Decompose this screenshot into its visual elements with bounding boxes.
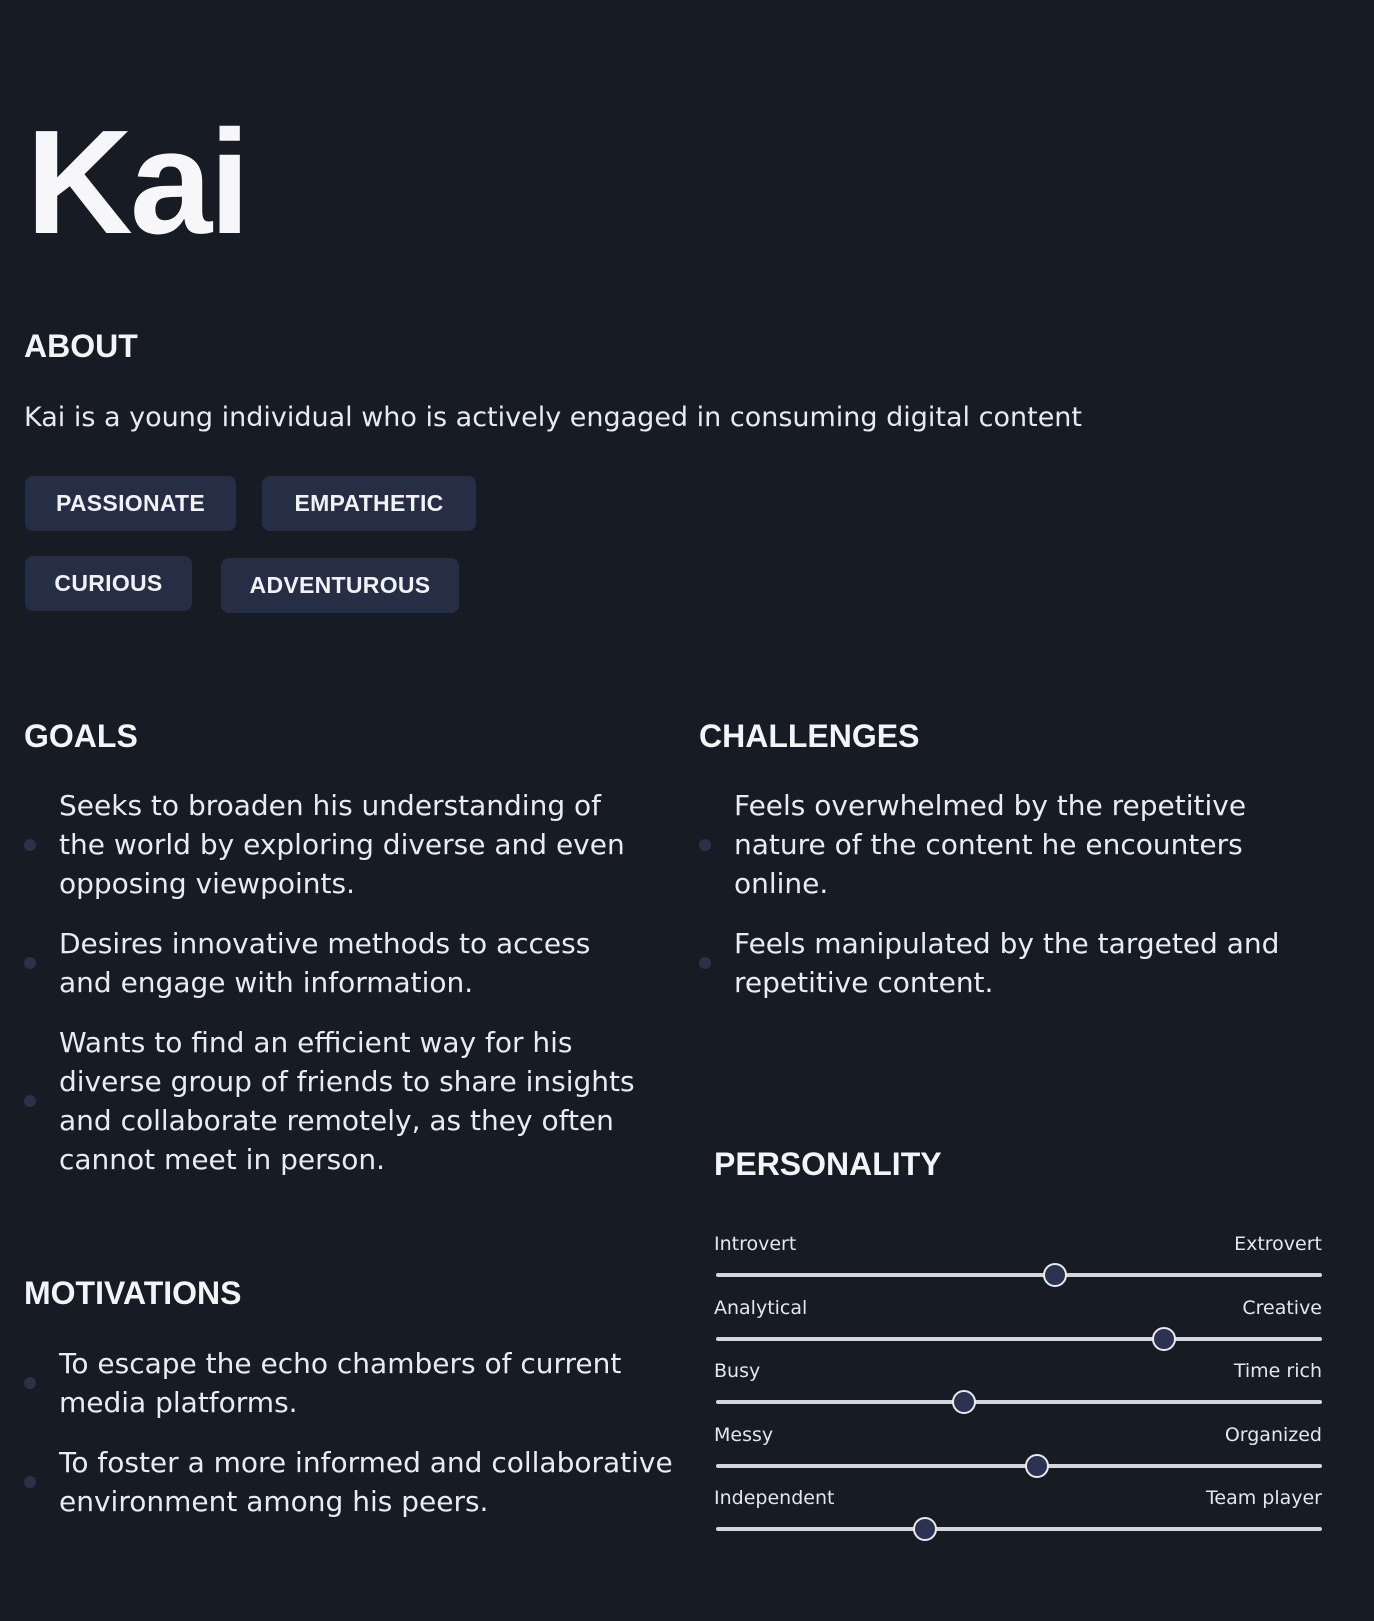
challenge-item bbox=[699, 924, 1339, 1002]
motivations-heading: MOTIVATIONS bbox=[24, 1275, 242, 1311]
slider-knob[interactable] bbox=[1025, 1454, 1049, 1478]
personality-slider-analytical-creative bbox=[714, 1295, 1322, 1353]
about-heading: ABOUT bbox=[24, 328, 138, 364]
personality-slider-messy-organized bbox=[714, 1422, 1322, 1480]
trait-tag-passionate: PASSIONATE bbox=[25, 476, 236, 531]
trait-tag-empathetic: EMPATHETIC bbox=[262, 476, 476, 531]
challenge-text: Feels overwhelmed by the repetitive nature of the content he encounters online. bbox=[734, 789, 1247, 900]
goal-item bbox=[24, 1023, 644, 1179]
bullet-dot-icon bbox=[24, 1377, 36, 1389]
motivation-text: To foster a more informed and collaborative environment among his peers. bbox=[59, 1446, 673, 1518]
challenge-text: Feels manipulated by the targeted and repetitive content. bbox=[734, 927, 1280, 999]
goals-list bbox=[24, 786, 644, 1200]
slider-right-label: Team player bbox=[1206, 1487, 1322, 1509]
challenges-list bbox=[699, 786, 1339, 1023]
slider-knob[interactable] bbox=[952, 1390, 976, 1414]
bullet-dot-icon bbox=[24, 1476, 36, 1488]
slider-right-label: Extrovert bbox=[1234, 1233, 1322, 1255]
bullet-dot-icon bbox=[24, 839, 36, 851]
personality-slider-independent-team-player bbox=[714, 1485, 1322, 1543]
motivation-text: To escape the echo chambers of current media platforms. bbox=[59, 1347, 622, 1419]
bullet-dot-icon bbox=[24, 1095, 36, 1107]
slider-track bbox=[716, 1400, 1322, 1404]
goals-heading: GOALS bbox=[24, 718, 138, 754]
goal-text: Seeks to broaden his understanding of the world by exploring diverse and even opposing viewpoints. bbox=[59, 789, 625, 900]
slider-track bbox=[716, 1337, 1322, 1341]
slider-left-label: Messy bbox=[714, 1424, 774, 1446]
goal-item bbox=[24, 924, 644, 1002]
slider-left-label: Independent bbox=[714, 1487, 835, 1509]
challenge-item bbox=[699, 786, 1339, 903]
motivation-item bbox=[24, 1443, 684, 1521]
trait-tag-curious: CURIOUS bbox=[25, 556, 192, 611]
motivations-list bbox=[24, 1344, 684, 1542]
slider-left-label: Analytical bbox=[714, 1297, 808, 1319]
goal-item bbox=[24, 786, 644, 903]
motivation-item bbox=[24, 1344, 684, 1422]
bullet-dot-icon bbox=[699, 839, 711, 851]
slider-knob[interactable] bbox=[1152, 1327, 1176, 1351]
bullet-dot-icon bbox=[24, 957, 36, 969]
slider-track bbox=[716, 1527, 1322, 1531]
about-text: Kai is a young individual who is actively engaged in consuming digital content bbox=[24, 402, 1083, 433]
trait-tag-adventurous: ADVENTUROUS bbox=[221, 558, 459, 613]
slider-track bbox=[716, 1273, 1322, 1277]
slider-right-label: Creative bbox=[1242, 1297, 1322, 1319]
slider-left-label: Introvert bbox=[714, 1233, 797, 1255]
challenges-heading: CHALLENGES bbox=[699, 718, 920, 754]
slider-right-label: Time rich bbox=[1233, 1360, 1322, 1382]
persona-name: Kai bbox=[26, 100, 248, 265]
slider-left-label: Busy bbox=[714, 1360, 761, 1382]
slider-right-label: Organized bbox=[1224, 1424, 1322, 1446]
personality-slider-introvert-extrovert bbox=[714, 1231, 1322, 1289]
goal-text: Desires innovative methods to access and engage with information. bbox=[59, 927, 591, 999]
bullet-dot-icon bbox=[699, 957, 711, 969]
slider-knob[interactable] bbox=[913, 1517, 937, 1541]
slider-track bbox=[716, 1464, 1322, 1468]
goal-text: Wants to find an efficient way for his diverse group of friends to share insights and collaborate remotely, as they often cannot meet in person. bbox=[59, 1026, 635, 1176]
personality-slider-busy-time-rich bbox=[714, 1358, 1322, 1416]
personality-heading: PERSONALITY bbox=[714, 1146, 942, 1182]
slider-knob[interactable] bbox=[1043, 1263, 1067, 1287]
